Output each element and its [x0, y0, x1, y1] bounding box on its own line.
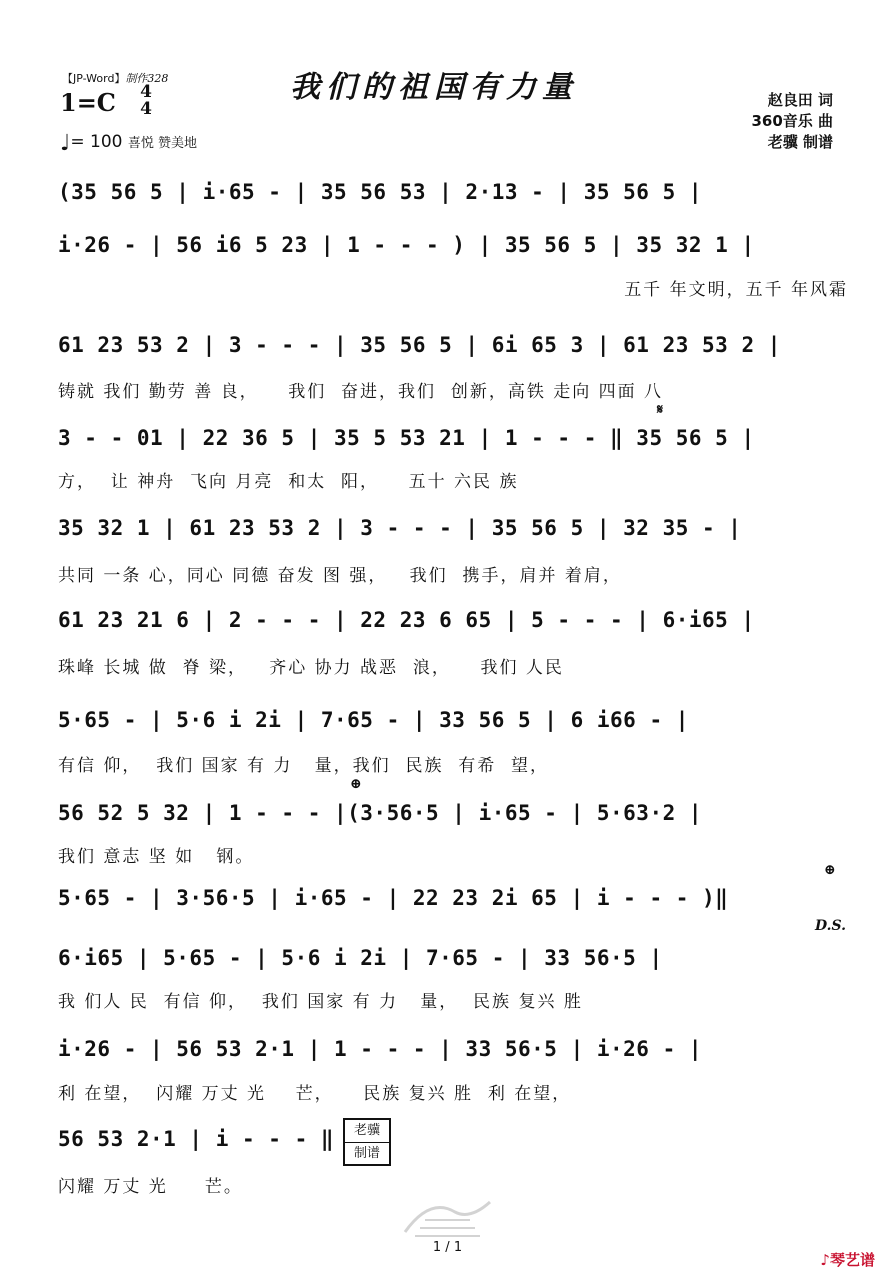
segno-icon: 𝄋 [657, 402, 664, 418]
lyric-line-8: 我们 意志 坚 如 钢。 [58, 847, 255, 867]
ds-marking: D.S. [815, 918, 847, 934]
score-line-6: 61 23 21 6 | 2 - - - | 22 23 6 65 | 5 - - - | 6·i65 | [58, 608, 755, 632]
lyric-line-2: 五千 年文明，五千 年风霜 [624, 280, 848, 300]
logo-icon: ♪ [820, 1251, 830, 1269]
arranger: 老骥 制谱 [767, 133, 833, 151]
lyric-line-6: 珠峰 长城 做 脊 梁， 齐心 协力 战恶 浪， 我们 人民 [58, 658, 564, 678]
tempo-marking: ♩= 100 喜悦 赞美地 [60, 131, 198, 156]
lyric-line-7: 有信 仰， 我们 国家 有 力 量，我们 民族 有希 望， [58, 756, 550, 776]
lyric-line-3: 铸就 我们 勤劳 善 良， 我们 奋进，我们 创新，高铁 走向 四面 八 [58, 382, 664, 402]
quarter-note-icon: ♩ [60, 131, 71, 156]
lyric-line-4: 方， 让 神舟 飞向 月亮 和太 阳， 五十 六民 族 [58, 472, 519, 492]
score-line-2: i·26 - | 56 i6 5 23 | 1 - - - ) | 35 56 5 | 35 32 1 | [58, 233, 755, 257]
score-line-11: i·26 - | 56 53 2·1 | 1 - - - | 33 56·5 | i·26 - | [58, 1037, 703, 1061]
score-line-12: 56 53 2·1 | i - - - ‖ [58, 1127, 335, 1151]
score-line-7: 5·65 - | 5·6 i 2i | 7·65 - | 33 56 5 | 6 i66 - | [58, 708, 689, 732]
coda-icon: ⊕ [350, 776, 362, 792]
score-line-3: 61 23 53 2 | 3 - - - | 35 56 5 | 6i 65 3 | 61 23 53 2 | [58, 333, 781, 357]
site-logo: ♪琴艺谱 [820, 1251, 875, 1269]
score-line-4: 3 - - 01 | 22 36 5 | 35 5 53 21 | 1 - - - ‖ 35 56 5 | [58, 426, 755, 450]
lyric-line-12: 闪耀 万丈 光 芒。 [58, 1177, 243, 1197]
lyric-line-10: 我 们人 民 有信 仰， 我们 国家 有 力 量， 民族 复兴 胜 [58, 992, 583, 1012]
song-title: 我们的祖国有力量 [290, 70, 578, 105]
lyricist: 赵良田 词 [767, 91, 833, 109]
lyric-line-5: 共同 一条 心，同心 同德 奋发 图 强， 我们 携手，肩并 着肩， [58, 566, 622, 586]
expression-marking: 喜悦 赞美地 [127, 136, 198, 151]
score-line-1: (35 56 5 | i·65 - | 35 56 53 | 2·13 - | 35 56 5 | [58, 180, 703, 204]
time-signature: 4 4 [140, 82, 152, 119]
credits [751, 90, 833, 153]
source-label: 【JP-Word】制作328 [62, 72, 169, 85]
score-line-8: 56 52 5 32 | 1 - - - |(3·56·5 | i·65 - | 5·63·2 | [58, 801, 703, 825]
score-line-10: 6·i65 | 5·65 - | 5·6 i 2i | 7·65 - | 33 56·5 | [58, 946, 663, 970]
score-line-5: 35 32 1 | 61 23 53 2 | 3 - - - | 35 56 5 | 32 35 - | [58, 516, 742, 540]
arranger-stamp: 老骥 制谱 [343, 1118, 391, 1166]
score-line-9: 5·65 - | 3·56·5 | i·65 - | 22 23 2i 65 | i - - - )‖ [58, 886, 729, 910]
key-signature: 1=C [60, 88, 116, 117]
page-number: 1 / 1 [432, 1240, 463, 1255]
coda-icon-2: ⊕ [824, 862, 836, 878]
composer: 360音乐 曲 [751, 112, 833, 130]
watermark-icon [400, 1192, 495, 1240]
lyric-line-11: 利 在望， 闪耀 万丈 光 芒， 民族 复兴 胜 利 在望， [58, 1084, 572, 1104]
